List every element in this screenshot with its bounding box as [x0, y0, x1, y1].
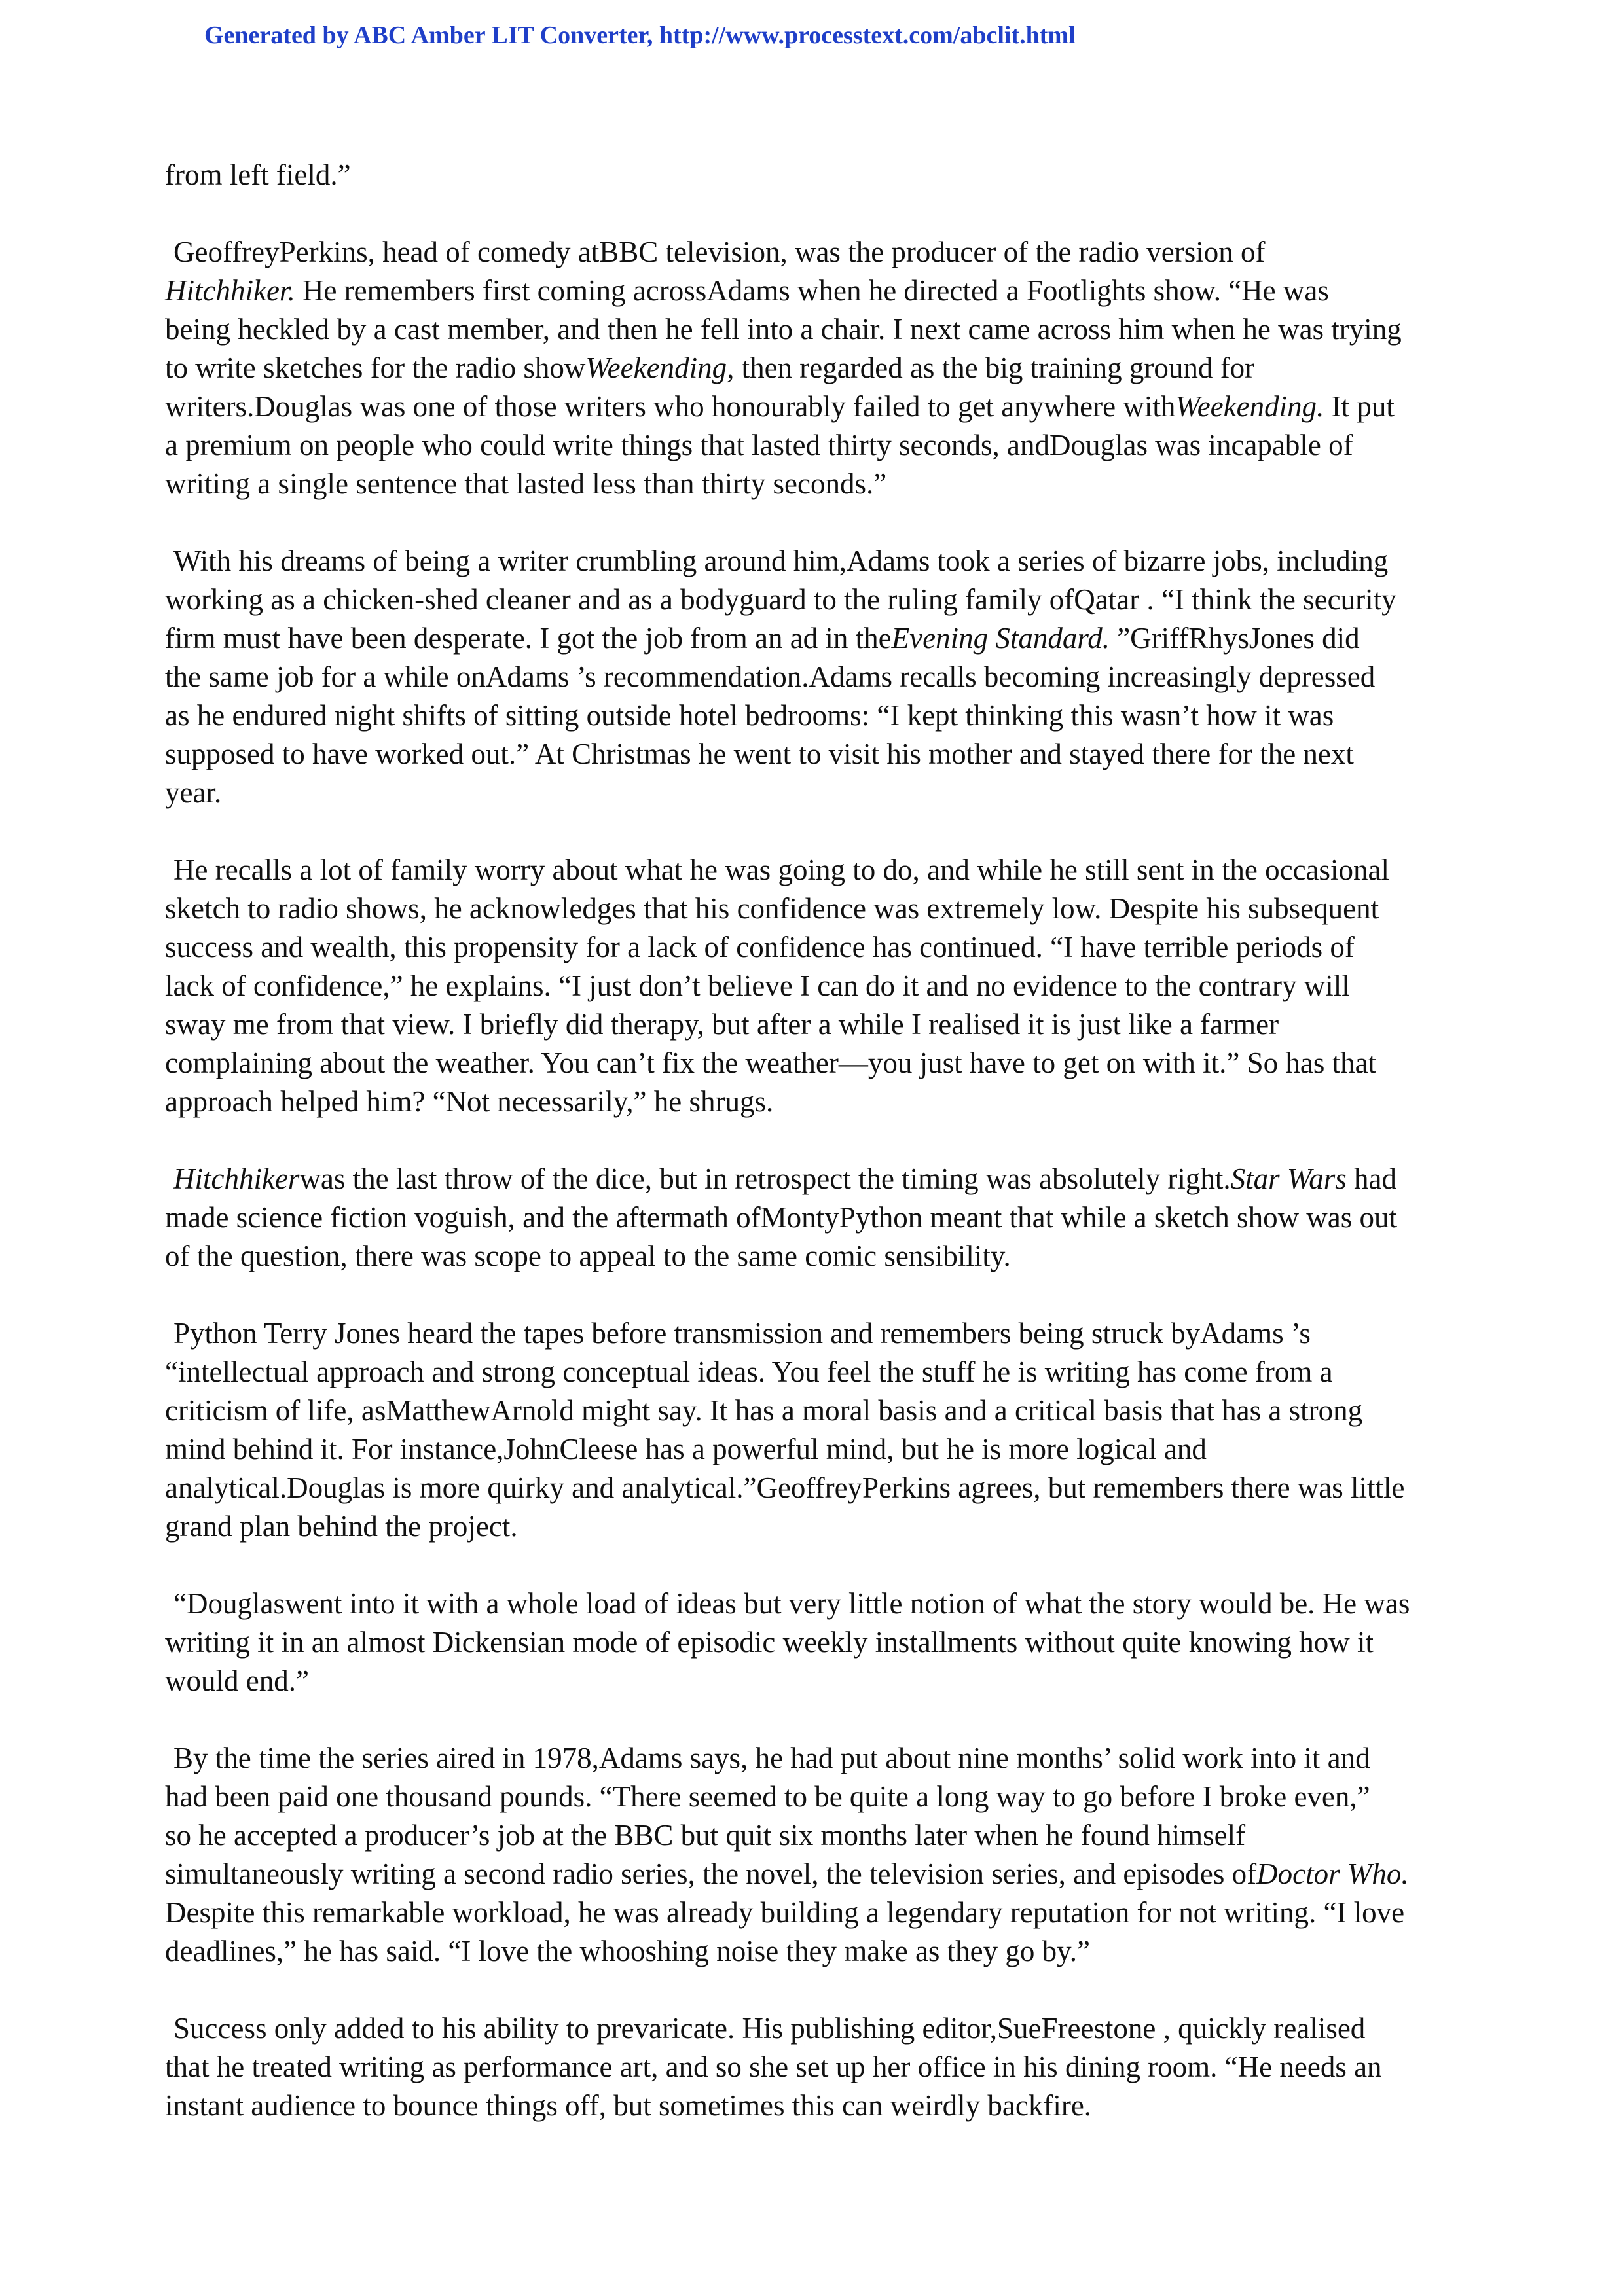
- italic-title: Weekending,: [585, 351, 735, 384]
- text-line: [165, 1353, 1474, 1391]
- text-line: [165, 1739, 1474, 1778]
- text-run: from left field.”: [165, 158, 351, 191]
- paragraph: [165, 542, 1474, 812]
- text-run: success and wealth, this propensity for a lack of confidence has continued. “I have terrible periods of: [165, 931, 1355, 963]
- text-run: year.: [165, 776, 222, 809]
- text-line: [165, 967, 1474, 1005]
- text-run: “intellectual approach and strong conceptual ideas. You feel the stuff he is writing has come from a: [165, 1355, 1333, 1388]
- text-run: a premium on people who could write things that lasted thirty seconds, andDouglas was incapable of: [165, 429, 1353, 461]
- text-line: [165, 542, 1474, 581]
- text-line: [165, 581, 1474, 619]
- text-line: [165, 658, 1474, 696]
- text-line: [165, 156, 1474, 194]
- text-run: deadlines,” he has said. “I love the whooshing noise they make as they go by.”: [165, 1935, 1090, 1967]
- text-run: lack of confidence,” he explains. “I just don’t believe I can do it and no evidence to the contrary will: [165, 969, 1350, 1002]
- text-line: [165, 1585, 1474, 1623]
- paragraph: [165, 2009, 1474, 2125]
- text-run: of the question, there was scope to appeal to the same comic sensibility.: [165, 1240, 1011, 1272]
- text-run: Despite this remarkable workload, he was already building a legendary reputation for not writing. “I love: [165, 1896, 1405, 1929]
- text-run: the same job for a while onAdams ’s recommendation.Adams recalls becoming increasingly depressed: [165, 660, 1376, 693]
- text-run: then regarded as the big training ground for: [734, 351, 1255, 384]
- text-run: criticism of life, asMatthewArnold might say. It has a moral basis and a critical basis that has a strong: [165, 1394, 1363, 1427]
- text-line: [165, 889, 1474, 928]
- text-run: analytical.Douglas is more quirky and analytical.”GeoffreyPerkins agrees, but remembers there was little: [165, 1471, 1405, 1504]
- text-run: had been paid one thousand pounds. “There seemed to be quite a long way to go before I broke even,”: [165, 1780, 1370, 1813]
- text-run: being heckled by a cast member, and then he fell into a chair. I next came across him when he was trying: [165, 313, 1402, 346]
- text-line: [165, 2048, 1474, 2087]
- text-line: [165, 1469, 1474, 1507]
- text-run: would end.”: [165, 1664, 309, 1697]
- text-run: working as a chicken-shed cleaner and as a bodyguard to the ruling family ofQatar . “I think the security: [165, 583, 1396, 616]
- text-line: [165, 1430, 1474, 1469]
- text-line: [165, 465, 1474, 503]
- text-run: He remembers first coming acrossAdams when he directed a Footlights show. “He was: [295, 274, 1329, 307]
- text-run: Success only added to his ability to prevaricate. His publishing editor,SueFreestone , quickly realised: [173, 2012, 1366, 2045]
- italic-title: Doctor Who.: [1256, 1857, 1409, 1890]
- text-run: that he treated writing as performance art, and so she set up her office in his dining room. “He needs an: [165, 2051, 1382, 2083]
- text-run: mind behind it. For instance,JohnCleese has a powerful mind, but he is more logical and: [165, 1433, 1207, 1465]
- text-run: grand plan behind the project.: [165, 1510, 518, 1543]
- italic-title: Star Wars: [1230, 1162, 1347, 1195]
- text-run: simultaneously writing a second radio series, the novel, the television series, and episodes of: [165, 1857, 1257, 1890]
- text-line: [165, 1855, 1474, 1893]
- text-line: [165, 1083, 1474, 1121]
- text-line: [165, 1893, 1474, 1932]
- text-run: as he endured night shifts of sitting outside hotel bedrooms: “I kept thinking this wasn’t how it was: [165, 699, 1334, 732]
- text-run: sway me from that view. I briefly did therapy, but after a while I realised it is just like a farmer: [165, 1008, 1279, 1041]
- paragraph: [165, 1160, 1474, 1276]
- article-body: [165, 156, 1474, 2164]
- text-line: [165, 851, 1474, 889]
- text-run: It put: [1324, 390, 1395, 423]
- text-run: He recalls a lot of family worry about what he was going to do, and while he still sent in the occasional: [173, 853, 1390, 886]
- text-run: supposed to have worked out.” At Christmas he went to visit his mother and stayed there for the next: [165, 738, 1354, 770]
- paragraph: [165, 1314, 1474, 1546]
- text-line: [165, 233, 1474, 272]
- paragraph: [165, 1585, 1474, 1700]
- text-line: [165, 1932, 1474, 1971]
- text-run: Python Terry Jones heard the tapes before transmission and remembers being struck byAdams ’s: [173, 1317, 1311, 1350]
- italic-title: Evening Standard.: [891, 622, 1110, 655]
- text-line: [165, 619, 1474, 658]
- text-run: approach helped him? “Not necessarily,” he shrugs.: [165, 1085, 774, 1118]
- italic-title: Hitchhiker: [173, 1162, 300, 1195]
- text-line: [165, 1778, 1474, 1816]
- text-line: [165, 426, 1474, 465]
- text-run: writing it in an almost Dickensian mode of episodic weekly installments without quite knowing how it: [165, 1626, 1374, 1659]
- paragraph: [165, 1739, 1474, 1971]
- text-line: [165, 1662, 1474, 1700]
- text-line: [165, 1198, 1474, 1237]
- text-run: ”GriffRhysJones did: [1109, 622, 1360, 655]
- text-line: [165, 272, 1474, 310]
- text-line: [165, 1160, 1474, 1198]
- text-line: [165, 1391, 1474, 1430]
- text-run: to write sketches for the radio show: [165, 351, 586, 384]
- text-line: [165, 928, 1474, 967]
- converter-header: Generated by ABC Amber LIT Converter, http://www.processtext.com/abclit.html: [204, 22, 1076, 49]
- italic-title: Hitchhiker.: [165, 274, 295, 307]
- text-line: [165, 2009, 1474, 2048]
- text-line: [165, 387, 1474, 426]
- text-line: [165, 696, 1474, 735]
- italic-title: Weekending.: [1175, 390, 1324, 423]
- text-line: [165, 2087, 1474, 2125]
- text-line: [165, 735, 1474, 774]
- text-run: With his dreams of being a writer crumbling around him,Adams took a series of bizarre jobs, including: [173, 545, 1389, 577]
- text-run: was the last throw of the dice, but in retrospect the timing was absolutely right.: [299, 1162, 1231, 1195]
- paragraph: [165, 233, 1474, 503]
- text-run: instant audience to bounce things off, but sometimes this can weirdly backfire.: [165, 2089, 1092, 2122]
- text-run: sketch to radio shows, he acknowledges that his confidence was extremely low. Despite his subsequent: [165, 892, 1379, 925]
- paragraph: [165, 851, 1474, 1121]
- text-run: By the time the series aired in 1978,Adams says, he had put about nine months’ solid work into it and: [173, 1742, 1370, 1774]
- text-run: had: [1346, 1162, 1397, 1195]
- paragraph: [165, 156, 1474, 194]
- text-run: made science fiction voguish, and the aftermath ofMontyPython meant that while a sketch show was out: [165, 1201, 1398, 1234]
- text-line: [165, 1005, 1474, 1044]
- text-run: “Douglaswent into it with a whole load of ideas but very little notion of what the story would be. He was: [173, 1587, 1410, 1620]
- text-line: [165, 349, 1474, 387]
- text-line: [165, 1507, 1474, 1546]
- text-line: [165, 1816, 1474, 1855]
- text-line: [165, 774, 1474, 812]
- text-run: writers.Douglas was one of those writers who honourably failed to get anywhere with: [165, 390, 1176, 423]
- text-line: [165, 1314, 1474, 1353]
- text-line: [165, 310, 1474, 349]
- text-line: [165, 1237, 1474, 1276]
- text-run: writing a single sentence that lasted less than thirty seconds.”: [165, 467, 887, 500]
- text-run: GeoffreyPerkins, head of comedy atBBC television, was the producer of the radio version of: [173, 236, 1266, 268]
- text-run: complaining about the weather. You can’t fix the weather—you just have to get on with it.” So has that: [165, 1047, 1377, 1079]
- text-run: firm must have been desperate. I got the job from an ad in the: [165, 622, 892, 655]
- text-run: so he accepted a producer’s job at the BBC but quit six months later when he found himself: [165, 1819, 1246, 1852]
- text-line: [165, 1623, 1474, 1662]
- text-line: [165, 1044, 1474, 1083]
